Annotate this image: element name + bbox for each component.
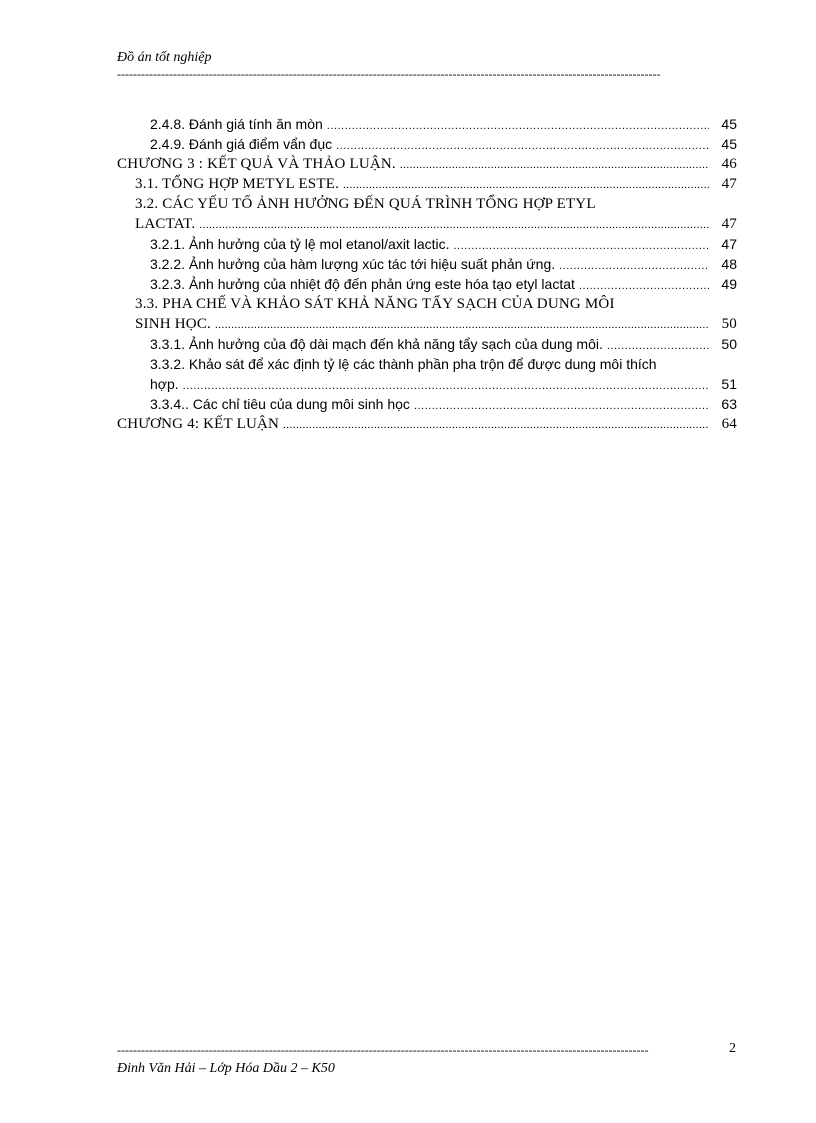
toc-entry-label: 3.2. CÁC YẾU TỐ ẢNH HƯỞNG ĐẾN QUÁ TRÌNH TỔNG HỢP ETYL	[135, 196, 596, 212]
toc-entry-label-continued: LACTAT.	[135, 216, 196, 232]
dot-leader	[559, 254, 709, 274]
toc-entry[interactable]	[117, 114, 737, 134]
toc-entry-line1[interactable]	[117, 354, 737, 374]
toc-entry[interactable]	[117, 254, 737, 274]
toc-section-entry-line2[interactable]	[117, 314, 737, 334]
toc-entry-page: 48	[721, 256, 737, 272]
toc-section-entry-line1[interactable]	[117, 194, 737, 214]
toc-entry-label: 3.2.2. Ảnh hưởng của hàm lượng xúc tác tới hiệu suất phản ứng.	[150, 256, 556, 272]
footer-divider: -------------------------------------------------------------------------------------------------------------------------------------	[117, 1044, 649, 1056]
toc-entry-label: 3.3.1. Ảnh hưởng của độ dài mạch đến khả năng tẩy sạch của dung môi.	[150, 336, 603, 352]
toc-entry[interactable]	[117, 234, 737, 254]
dot-leader	[607, 334, 709, 354]
toc-section-entry-line2[interactable]	[117, 214, 737, 234]
toc-entry-page: 49	[721, 276, 737, 292]
toc-entry-page: 50	[721, 316, 737, 332]
header-divider: ----------------------------------------------------------------------------------------------------------------------------------------	[117, 68, 661, 80]
footer-author: Đinh Văn Hải – Lớp Hóa Dầu 2 – K50	[117, 1061, 335, 1076]
dot-leader	[199, 214, 709, 234]
toc-entry-label: CHƯƠNG 3 : KẾT QUẢ VÀ THẢO LUẬN.	[117, 156, 396, 172]
toc-entry-page: 51	[721, 376, 737, 392]
toc-entry-page: 47	[721, 176, 737, 192]
toc-entry[interactable]	[117, 134, 737, 154]
toc-entry-page: 47	[721, 236, 737, 252]
toc-entry-label: 2.4.8. Đánh giá tính ăn mòn	[150, 116, 323, 132]
dot-leader	[400, 154, 709, 174]
dot-leader	[336, 134, 709, 154]
toc-entry-page: 47	[721, 216, 737, 232]
toc-entry-page: 50	[721, 336, 737, 352]
header-title: Đồ án tốt nghiệp	[117, 50, 212, 65]
toc-entry-page: 64	[721, 416, 737, 432]
dot-leader	[414, 394, 709, 414]
table-of-contents	[117, 114, 737, 434]
toc-entry[interactable]	[117, 274, 737, 294]
page-number: 2	[729, 1041, 736, 1056]
dot-leader	[283, 414, 709, 434]
toc-entry-page: 46	[721, 156, 737, 172]
toc-entry-label: 3.3. PHA CHẾ VÀ KHẢO SÁT KHẢ NĂNG TẨY SẠCH CỦA DUNG MÔI	[135, 296, 615, 312]
toc-entry-label-continued: hợp.	[150, 376, 179, 392]
toc-chapter-entry[interactable]	[117, 414, 737, 434]
toc-entry-label: CHƯƠNG 4: KẾT LUẬN	[117, 416, 280, 432]
toc-entry-label: 3.3.2. Khảo sát để xác định tỷ lệ các thành phần pha trộn để được dung môi thích	[150, 356, 657, 372]
toc-entry-label: 3.1. TỔNG HỢP METYL ESTE.	[135, 176, 340, 192]
toc-entry[interactable]	[117, 334, 737, 354]
toc-section-entry-line1[interactable]	[117, 294, 737, 314]
toc-entry-label: 3.2.1. Ảnh hưởng của tỷ lệ mol etanol/axit lactic.	[150, 236, 450, 252]
toc-entry-page: 45	[721, 116, 737, 132]
toc-entry-page: 45	[721, 136, 737, 152]
dot-leader	[183, 374, 709, 394]
toc-entry-line2[interactable]	[117, 374, 737, 394]
toc-entry-label: 2.4.9. Đánh giá điểm vẩn đục	[150, 136, 333, 152]
toc-entry-label: 3.3.4.. Các chỉ tiêu của dung môi sinh học	[150, 396, 410, 412]
dot-leader	[454, 234, 710, 254]
dot-leader	[343, 174, 709, 194]
toc-entry-page: 63	[721, 396, 737, 412]
toc-entry[interactable]	[117, 394, 737, 414]
dot-leader	[327, 114, 709, 134]
toc-entry-label-continued: SINH HỌC.	[135, 316, 211, 332]
dot-leader	[215, 314, 709, 334]
toc-entry-label: 3.2.3. Ảnh hưởng của nhiệt độ đến phản ứng este hóa tạo etyl lactat	[150, 276, 575, 292]
toc-chapter-entry[interactable]	[117, 154, 737, 174]
dot-leader	[579, 274, 709, 294]
toc-section-entry[interactable]	[117, 174, 737, 194]
